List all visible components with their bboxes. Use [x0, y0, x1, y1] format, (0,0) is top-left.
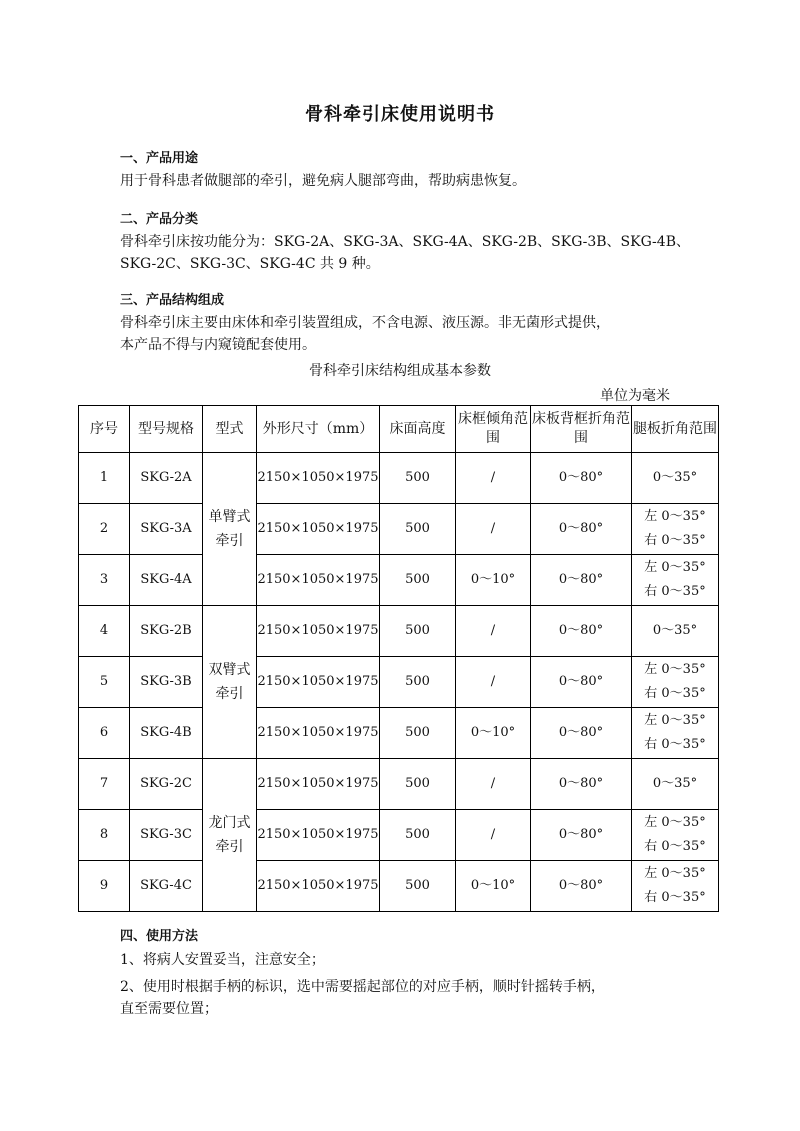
leg-angle-cell	[632, 657, 719, 708]
leg-angle-value: 左 0～35°	[644, 866, 706, 881]
paragraph-line: 1、将病人安置妥当，注意安全；	[120, 952, 325, 968]
row-number-cell: 9	[79, 861, 130, 912]
section-body-purpose	[120, 170, 710, 192]
frame-tilt-cell: /	[456, 504, 531, 555]
bed-height-cell: 500	[380, 555, 456, 606]
table-row	[79, 504, 719, 555]
row-number-cell: 3	[79, 555, 130, 606]
bed-height-cell: 500	[380, 861, 456, 912]
leg-angle-value: 右 0～35°	[644, 839, 706, 854]
frame-tilt-cell: 0～10°	[456, 555, 531, 606]
dimension-cell: 2150×1050×1975	[257, 504, 380, 555]
leg-angle-value: 左 0～35°	[644, 713, 706, 728]
leg-angle-cell	[632, 708, 719, 759]
model-cell: SKG-4A	[130, 555, 203, 606]
dimension-cell: 2150×1050×1975	[257, 453, 380, 504]
table-row	[79, 759, 719, 810]
leg-angle-cell	[632, 759, 719, 810]
column-header: 床框倾角范围	[456, 406, 531, 453]
frame-tilt-cell: /	[456, 606, 531, 657]
table-row	[79, 708, 719, 759]
paragraph-line: 骨科牵引床主要由床体和牵引装置组成，不含电源、液压源。非无菌形式提供，	[120, 315, 610, 331]
leg-angle-value: 右 0～35°	[644, 686, 706, 701]
paragraph-line: 骨科牵引床按功能分为：SKG-2A、SKG-3A、SKG-4A、SKG-2B、SKG-3B、SKG-4B、	[120, 234, 690, 250]
leg-angle-cell	[632, 606, 719, 657]
back-angle-cell: 0～80°	[531, 708, 632, 759]
table-body	[79, 453, 719, 912]
row-number-cell: 7	[79, 759, 130, 810]
bed-height-cell: 500	[380, 810, 456, 861]
row-number-cell: 8	[79, 810, 130, 861]
bed-height-cell: 500	[380, 453, 456, 504]
table-caption: 骨科牵引床结构组成基本参数	[309, 363, 491, 379]
parameters-table	[78, 405, 719, 912]
model-cell: SKG-2A	[130, 453, 203, 504]
type-cell: 单臂式牵引	[203, 453, 257, 606]
section-body-usage	[120, 949, 710, 1020]
leg-angle-value: 左 0～35°	[644, 509, 706, 524]
table-row	[79, 657, 719, 708]
table-unit-note: 单位为毫米	[600, 388, 670, 404]
back-angle-cell: 0～80°	[531, 759, 632, 810]
back-angle-cell: 0～80°	[531, 861, 632, 912]
dimension-cell: 2150×1050×1975	[257, 555, 380, 606]
section-heading-purpose: 一、产品用途	[120, 151, 199, 166]
section-heading-usage: 四、使用方法	[120, 929, 199, 944]
section-heading-structure: 三、产品结构组成	[120, 293, 225, 308]
row-number-cell: 6	[79, 708, 130, 759]
paragraph-line: 本产品不得与内窥镜配套使用。	[120, 337, 316, 353]
dimension-cell: 2150×1050×1975	[257, 657, 380, 708]
back-angle-cell: 0～80°	[531, 606, 632, 657]
bed-height-cell: 500	[380, 708, 456, 759]
section-heading-classification: 二、产品分类	[120, 212, 199, 227]
frame-tilt-cell: /	[456, 453, 531, 504]
row-number-cell: 2	[79, 504, 130, 555]
dimension-cell: 2150×1050×1975	[257, 861, 380, 912]
column-header: 外形尺寸（mm）	[257, 406, 380, 453]
dimension-cell: 2150×1050×1975	[257, 810, 380, 861]
dimension-cell: 2150×1050×1975	[257, 606, 380, 657]
leg-angle-value: 左 0～35°	[644, 662, 706, 677]
document-title: 骨科牵引床使用说明书	[305, 104, 495, 125]
frame-tilt-cell: /	[456, 657, 531, 708]
row-number-cell: 1	[79, 453, 130, 504]
paragraph-line: 2、使用时根据手柄的标识，选中需要摇起部位的对应手柄，顺时针摇转手柄，	[120, 979, 605, 995]
column-header: 床面高度	[380, 406, 456, 453]
back-angle-cell: 0～80°	[531, 453, 632, 504]
type-cell: 龙门式牵引	[203, 759, 257, 912]
table-row	[79, 555, 719, 606]
table-row	[79, 810, 719, 861]
table-row	[79, 606, 719, 657]
model-cell: SKG-3C	[130, 810, 203, 861]
section-body-structure	[120, 312, 710, 356]
model-cell: SKG-3B	[130, 657, 203, 708]
frame-tilt-cell: 0～10°	[456, 861, 531, 912]
frame-tilt-cell: /	[456, 759, 531, 810]
frame-tilt-cell: /	[456, 810, 531, 861]
leg-angle-value: 右 0～35°	[644, 584, 706, 599]
table-row	[79, 453, 719, 504]
leg-angle-value: 右 0～35°	[644, 737, 706, 752]
bed-height-cell: 500	[380, 504, 456, 555]
leg-angle-value: 0～35°	[652, 623, 698, 638]
back-angle-cell: 0～80°	[531, 657, 632, 708]
column-header: 型式	[203, 406, 257, 453]
frame-tilt-cell: 0～10°	[456, 708, 531, 759]
column-header: 序号	[79, 406, 130, 453]
model-cell: SKG-2B	[130, 606, 203, 657]
row-number-cell: 5	[79, 657, 130, 708]
dimension-cell: 2150×1050×1975	[257, 708, 380, 759]
leg-angle-value: 右 0～35°	[644, 890, 706, 905]
model-cell: SKG-4C	[130, 861, 203, 912]
bed-height-cell: 500	[380, 657, 456, 708]
bed-height-cell: 500	[380, 606, 456, 657]
paragraph-line: 直至需要位置；	[120, 1001, 218, 1017]
leg-angle-cell	[632, 504, 719, 555]
leg-angle-value: 0～35°	[652, 776, 698, 791]
model-cell: SKG-4B	[130, 708, 203, 759]
paragraph-line: 用于骨科患者做腿部的牵引，避免病人腿部弯曲，帮助病患恢复。	[120, 173, 526, 189]
section-body-classification	[120, 231, 710, 275]
leg-angle-value: 右 0～35°	[644, 533, 706, 548]
dimension-cell: 2150×1050×1975	[257, 759, 380, 810]
table-header-row	[79, 406, 719, 453]
model-cell: SKG-2C	[130, 759, 203, 810]
leg-angle-value: 0～35°	[652, 470, 698, 485]
back-angle-cell: 0～80°	[531, 504, 632, 555]
back-angle-cell: 0～80°	[531, 810, 632, 861]
paragraph-line: SKG-2C、SKG-3C、SKG-4C 共 9 种。	[120, 256, 380, 272]
model-cell: SKG-3A	[130, 504, 203, 555]
table-row	[79, 861, 719, 912]
type-cell: 双臂式牵引	[203, 606, 257, 759]
row-number-cell: 4	[79, 606, 130, 657]
bed-height-cell: 500	[380, 759, 456, 810]
column-header: 床板背框折角范围	[531, 406, 632, 453]
leg-angle-cell	[632, 453, 719, 504]
leg-angle-cell	[632, 555, 719, 606]
leg-angle-cell	[632, 861, 719, 912]
column-header: 腿板折角范围	[632, 406, 719, 453]
leg-angle-value: 左 0～35°	[644, 560, 706, 575]
leg-angle-value: 左 0～35°	[644, 815, 706, 830]
back-angle-cell: 0～80°	[531, 555, 632, 606]
column-header: 型号规格	[130, 406, 203, 453]
leg-angle-cell	[632, 810, 719, 861]
